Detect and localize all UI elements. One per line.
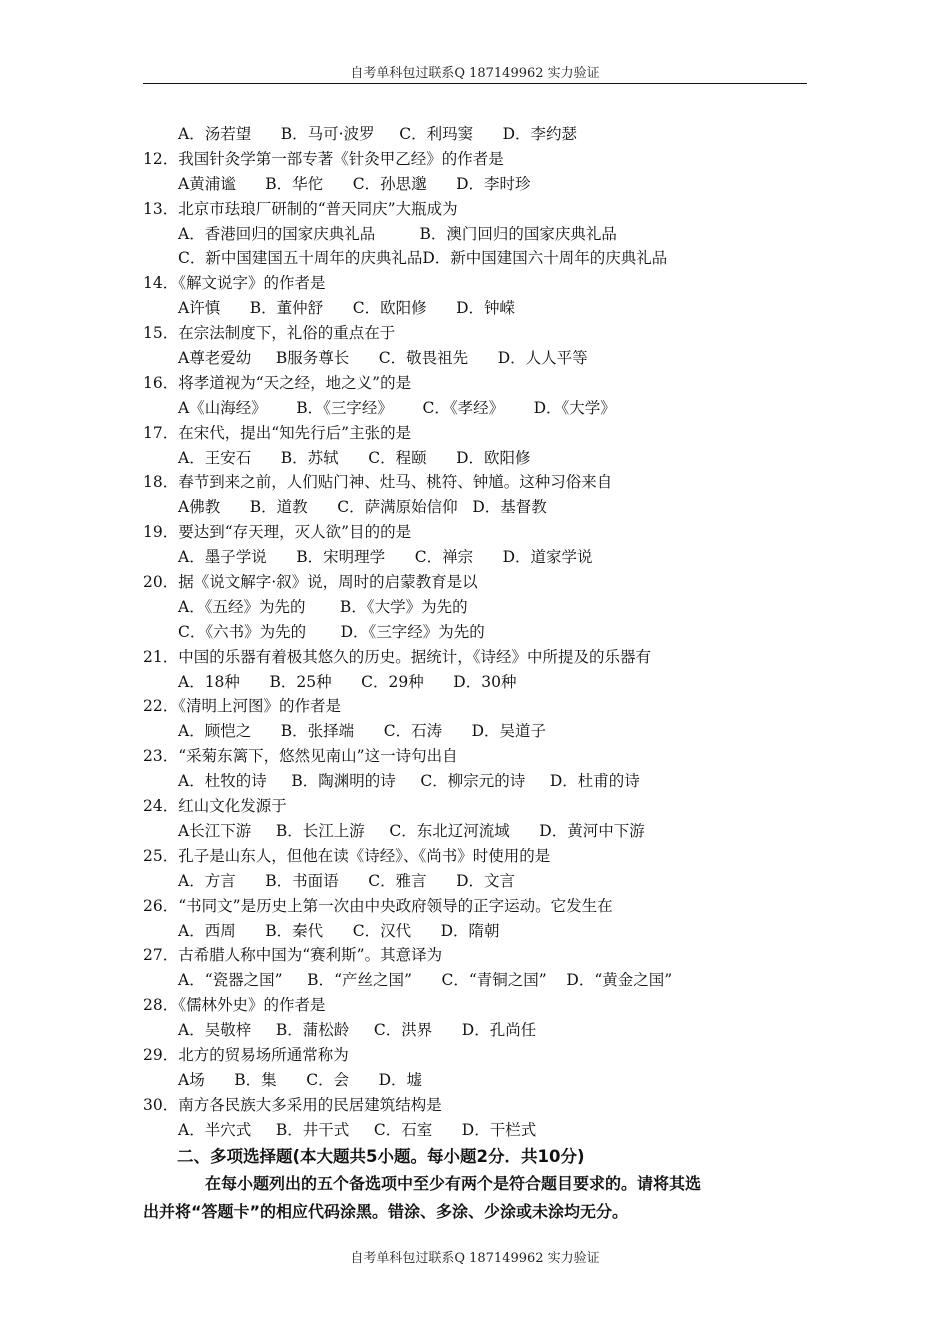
question-stem: 24．红山文化发源于 (143, 797, 287, 816)
question-stem: 13．北京市珐琅厂研制的“普天同庆”大瓶成为 (143, 199, 458, 218)
question-item (143, 993, 807, 1043)
question-stem: 17．在宋代，提出“知先行后”主张的是 (143, 423, 412, 442)
question-stem: 28．《儒林外史》的作者是 (143, 996, 326, 1015)
question-item (143, 371, 807, 421)
answer-options: A．杜牧的诗 B．陶渊明的诗 C．柳宗元的诗 D．杜甫的诗 (178, 772, 640, 791)
section-instructions (143, 1170, 807, 1226)
answer-options: A．墨子学说 B．宋明理学 C．禅宗 D．道家学说 (178, 548, 593, 567)
question-item (143, 645, 807, 695)
question-item (143, 844, 807, 894)
answer-options: A．18种 B．25种 C．29种 D．30种 (178, 672, 517, 691)
section-instructions-line-1: 在每小题列出的五个备选项中至少有两个是符合题目要求的。请将其选 (205, 1174, 702, 1193)
question-stem: 25．孔子是山东人，但他在读《诗经》、《尚书》时使用的是 (143, 846, 551, 865)
header-divider (143, 83, 807, 84)
answer-options: A．西周 B．秦代 C．汉代 D．隋朝 (178, 921, 500, 940)
answer-options: A场 B．集 C．会 D．墟 (178, 1070, 423, 1089)
question-item (143, 470, 807, 520)
answer-options: C．《六书》为先的 D．《三字经》为先的 (178, 622, 485, 641)
question-list (143, 122, 807, 1143)
answer-options: A．吴敬梓 B．蒲松龄 C．洪界 D．孔尚任 (178, 1021, 537, 1040)
answer-options: A尊老爱幼 B服务尊长 C．敬畏祖先 D．人人平等 (178, 349, 588, 368)
answer-options: A许慎 B．董仲舒 C．欧阳修 D．钟嵘 (178, 299, 516, 318)
answer-options: A黄浦谧 B．华佗 C．孙思邈 D．李时珍 (178, 174, 531, 193)
answer-options: A．王安石 B．苏轼 C．程颐 D．欧阳修 (178, 448, 531, 467)
section-instructions-line-2: 出并将“答题卡”的相应代码涂黑。错涂、多涂、少涂或未涂均无分。 (143, 1202, 629, 1221)
question-item (143, 694, 807, 744)
question-item (143, 271, 807, 321)
question-item (143, 197, 807, 272)
question-stem: 12．我国针灸学第一部专著《针灸甲乙经》的作者是 (143, 149, 504, 168)
question-stem: 16．将孝道视为“天之经，地之义”的是 (143, 373, 412, 392)
answer-options: A．香港回归的国家庆典礼品 B．澳门回归的国家庆典礼品 (178, 224, 617, 243)
question-stem: 20．据《说文解字·叙》说，周时的启蒙教育是以 (143, 573, 478, 592)
question-stem: 14．《解文说字》的作者是 (143, 274, 326, 293)
question-stem: 18．春节到来之前，人们贴门神、灶马、桃符、钟馗。这种习俗来自 (143, 473, 613, 492)
page-header: 自考单科包过联系Q 187149962 实力验证 (350, 66, 600, 81)
question-stem: 30．南方各民族大多采用的民居建筑结构是 (143, 1095, 442, 1114)
question-stem: 22．《清明上河图》的作者是 (143, 697, 341, 716)
answer-options: A佛教 B．道教 C．萨满原始信仰 D．基督教 (178, 498, 547, 517)
question-item (143, 321, 807, 371)
question-stem: 27．古希腊人称中国为“赛利斯”。其意译为 (143, 946, 443, 965)
answer-options: C．新中国建国五十周年的庆典礼品D．新中国建国六十周年的庆典礼品 (178, 249, 668, 268)
answer-options: A．“瓷器之国” B．“产丝之国” C．“青铜之国” D．“黄金之国” (178, 971, 673, 990)
section-title: 二、多项选择题(本大题共5小题。每小题2分．共10分) (177, 1147, 585, 1166)
answer-options: A．顾恺之 B．张择端 C．石涛 D．吴道子 (178, 722, 547, 741)
question-stem: 29．北方的贸易场所通常称为 (143, 1045, 349, 1064)
question-item (143, 147, 807, 197)
answer-options: A．半穴式 B．井干式 C．石室 D．干栏式 (178, 1120, 537, 1139)
answer-options: A．《五经》为先的 B．《大学》为先的 (178, 597, 468, 616)
question-item (143, 794, 807, 844)
question-stem: 23．“采菊东篱下，悠然见南山”这一诗句出自 (143, 747, 458, 766)
answer-options: A．汤若望 B．马可·波罗 C．利玛窦 D．李约瑟 (178, 125, 578, 143)
answer-options: A长江下游 B．长江上游 C．东北辽河流域 D．黄河中下游 (178, 821, 645, 840)
question-item (143, 520, 807, 570)
question-stem: 21．中国的乐器有着极其悠久的历史。据统计，《诗经》中所提及的乐器有 (143, 647, 651, 666)
question-item (143, 570, 807, 645)
question-item (143, 943, 807, 993)
question-item (143, 1043, 807, 1093)
question-stem: 19．要达到“存天理，灭人欲”目的的是 (143, 523, 412, 542)
question-item (143, 744, 807, 794)
question-item (143, 421, 807, 471)
question-item (143, 122, 807, 147)
question-item (143, 1093, 807, 1143)
question-stem: 15．在宗法制度下，礼俗的重点在于 (143, 324, 396, 343)
question-item (143, 894, 807, 944)
answer-options: A．方言 B．书面语 C．雅言 D．文言 (178, 871, 516, 890)
answer-options: A《山海经》 B．《三字经》 C．《孝经》 D．《大学》 (178, 398, 616, 417)
question-stem: 26．“书同文”是历史上第一次由中央政府领导的正字运动。它发生在 (143, 896, 613, 915)
page-footer: 自考单科包过联系Q 187149962 实力验证 (350, 1251, 600, 1266)
